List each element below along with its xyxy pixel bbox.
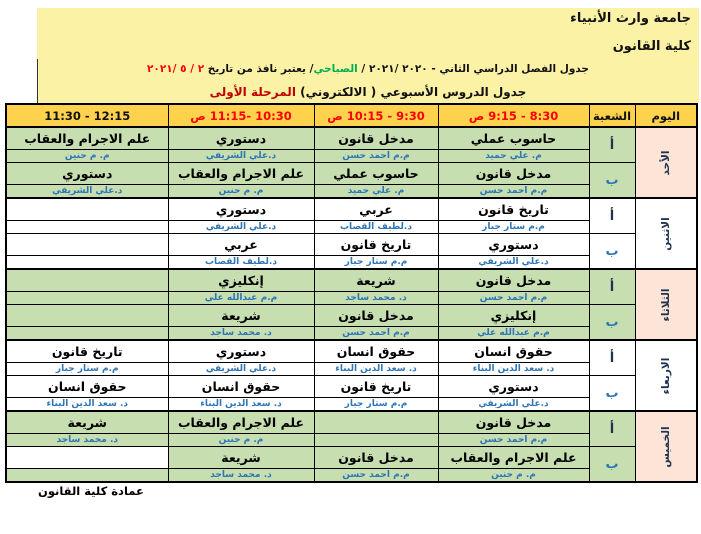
semester-text: جدول الفصل الدراسي الثاني - ٢٠٢٠ /٢٠٢١ / [357,63,589,75]
subject-row [6,305,697,327]
semester-line [37,63,699,75]
subject-cell [6,234,168,256]
teacher-cell: د.لطيف القصاب [168,256,314,270]
schedule-title-text: جدول الدروس الأسبوعي ( الالكتروني) [295,85,527,99]
subject-cell: تاريخ قانون [6,340,168,363]
subject-row [6,376,697,398]
effective-text: / يعتبر نافذ من تاريخ [204,63,314,75]
subject-cell: دستوري [168,198,314,221]
stage-text: المرحلة الأولى [209,85,296,99]
teacher-cell: م. م حنين [6,150,168,163]
teacher-cell: د.علي الشريفي [168,150,314,163]
section-cell: أ [589,340,635,376]
subject-cell: حقوق انسان [6,376,168,398]
subject-row [6,234,697,256]
teacher-cell [6,221,168,234]
teacher-cell: د.علي الشريفي [6,185,168,199]
day-block [6,198,697,269]
subject-cell [6,269,168,292]
subject-cell: شريعة [168,305,314,327]
subject-cell: حاسوب عملي [314,163,438,185]
header-row [6,104,697,127]
teacher-cell: م.م عبدالله علي [168,292,314,305]
section-cell: أ [589,269,635,305]
section-cell: ب [589,305,635,341]
teacher-cell: م. علي حميد [438,150,589,163]
subject-cell: عربي [314,198,438,221]
teacher-cell: م.م احمد حسن [314,327,438,341]
subject-cell: مدخل قانون [314,305,438,327]
day-label: الخميس [659,425,672,468]
section-cell: ب [589,376,635,412]
subject-cell: مدخل قانون [314,447,438,469]
subject-cell: حقوق انسان [314,340,438,363]
subject-cell: تاريخ قانون [314,234,438,256]
teacher-cell: م. م حنين [168,185,314,199]
teacher-cell: د. سعد الدين البناء [438,363,589,376]
teacher-cell: م.م عبدالله علي [438,327,589,341]
subject-cell [6,447,168,469]
teacher-cell: د.علي الشريفي [168,363,314,376]
section-cell: ب [589,447,635,483]
weekly-timetable [5,103,698,483]
teacher-cell: د.لطيف القصاب [314,221,438,234]
teacher-cell [6,469,168,483]
subject-cell: إنكليزي [438,305,589,327]
subject-cell: مدخل قانون [314,127,438,150]
subject-cell: حقوق انسان [168,376,314,398]
subject-cell: حاسوب عملي [438,127,589,150]
subject-cell: عربي [168,234,314,256]
subject-cell: حقوق انسان [438,340,589,363]
teacher-cell: د. محمد ساجد [6,434,168,447]
column-header-section: الشعبة [589,104,635,127]
section-cell: أ [589,411,635,447]
subject-row [6,269,697,292]
teacher-cell: م.م احمد حسن [314,469,438,483]
day-block [6,127,697,198]
subject-cell: شريعة [314,269,438,292]
subject-row [6,447,697,469]
subject-cell: دستوري [6,163,168,185]
day-label: الاثنين [659,216,672,251]
subject-cell: مدخل قانون [438,411,589,434]
subject-cell: علم الاجرام والعقاب [6,127,168,150]
day-label: الأحد [659,149,672,176]
teacher-cell: د.علي الشريفي [168,221,314,234]
teacher-cell: م. م حنين [438,469,589,483]
subject-cell: مدخل قانون [438,269,589,292]
day-cell [635,269,697,340]
university-name: جامعة وارث الأنبياء [570,11,691,26]
subject-cell: علم الاجرام والعقاب [168,163,314,185]
teacher-cell: م.م احمد حسن [438,185,589,199]
section-cell: أ [589,198,635,234]
day-cell [635,411,697,482]
day-cell [635,340,697,411]
subject-row [6,198,697,221]
deanship-signature: عمادة كلية القانون [38,484,144,498]
teacher-cell: د.علي الشريفي [438,256,589,270]
teacher-cell: د. محمد ساجد [314,292,438,305]
header-banner [37,8,699,103]
subject-cell: علم الاجرام والعقاب [168,411,314,434]
teacher-cell: م.م ستار جبار [6,363,168,376]
subject-row [6,411,697,434]
subject-cell [314,411,438,434]
effective-date: ٢ / ٥ /٢٠٢١ [147,63,205,75]
teacher-cell [6,256,168,270]
teacher-cell [314,434,438,447]
teacher-cell: م.م احمد حسن [438,292,589,305]
day-label: الثلاثاء [659,287,672,322]
subject-cell: تاريخ قانون [314,376,438,398]
subject-cell [6,198,168,221]
subject-cell: شريعة [168,447,314,469]
subject-cell: تاريخ قانون [438,198,589,221]
morning-shift-text: الصباحي [313,63,358,75]
day-label: الاربعاء [659,357,672,394]
day-block [6,269,697,340]
teacher-cell: م.م ستار جبار [314,398,438,412]
teacher-cell: م.م احمد حسن [314,150,438,163]
subject-cell: دستوري [168,340,314,363]
subject-cell: دستوري [438,376,589,398]
subject-cell: إنكليزي [168,269,314,292]
subject-row [6,127,697,150]
column-header-time-1: 8:30 - 9:15 ص [438,104,589,127]
teacher-cell: م. علي حميد [314,185,438,199]
section-cell: أ [589,127,635,163]
teacher-cell: د. محمد ساجد [168,469,314,483]
teacher-cell [6,292,168,305]
day-cell [635,198,697,269]
teacher-cell: د. سعد الدين البناء [314,363,438,376]
subject-row [6,163,697,185]
subject-cell: دستوري [438,234,589,256]
day-block [6,411,697,482]
subject-cell: دستوري [168,127,314,150]
subject-cell: مدخل قانون [438,163,589,185]
teacher-cell: م.م احمد حسن [438,434,589,447]
day-block [6,340,697,411]
schedule-title-line [37,85,699,99]
column-header-time-4: 11:30 - 12:15 [6,104,168,127]
subject-cell [6,305,168,327]
teacher-cell: د.علي الشريفي [438,398,589,412]
column-header-time-2: 9:30 - 10:15 ص [314,104,438,127]
subject-cell: علم الاجرام والعقاب [438,447,589,469]
teacher-cell: د. سعد الدين البناء [168,398,314,412]
section-cell: ب [589,234,635,270]
college-name: كلية القانون [612,39,691,54]
teacher-cell: د. محمد ساجد [168,327,314,341]
teacher-cell: م.م ستار جبار [314,256,438,270]
section-cell: ب [589,163,635,199]
column-header-day: اليوم [635,104,697,127]
teacher-cell: د. سعد الدين البناء [6,398,168,412]
teacher-cell: م. م حنين [168,434,314,447]
day-cell [635,127,697,198]
column-header-time-3: 10:30 -11:15 ص [168,104,314,127]
subject-row [6,340,697,363]
teacher-cell [6,327,168,341]
subject-cell: شريعة [6,411,168,434]
teacher-cell: م.م ستار جبار [438,221,589,234]
